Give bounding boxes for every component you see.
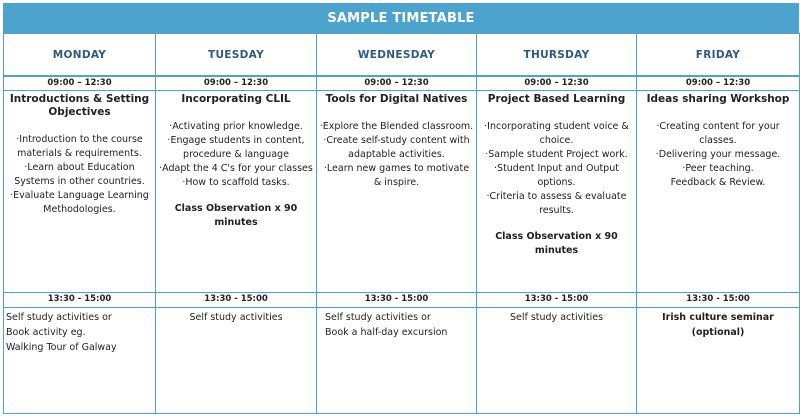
session-title: Ideas sharing Workshop — [646, 93, 790, 105]
pm-time-friday: 13:30 - 15:00 — [637, 293, 799, 308]
timetable-title: SAMPLE TIMETABLE — [3, 3, 799, 33]
pm-line: Book a half-day excursion — [325, 327, 448, 338]
day-header-monday: MONDAY — [4, 34, 156, 77]
session-item: ·Learn new games to motivate & inspire. — [323, 163, 470, 188]
session-item: ·Creating content for your classes. — [656, 121, 780, 146]
session-item: ·Engage students in content, procedure & language — [167, 135, 305, 160]
session-item: ·Explore the Blended classroom. — [319, 121, 474, 132]
pm-line: Walking Tour of Galway — [6, 342, 117, 353]
pm-session-wednesday — [317, 308, 477, 413]
pm-time-wednesday: 13:30 - 15:00 — [317, 293, 477, 308]
session-item: ·How to scaffold tasks. — [182, 177, 290, 188]
class-observation-note: Class Observation x 90 minutes — [495, 231, 618, 256]
timetable — [3, 3, 799, 413]
session-item: Feedback & Review. — [670, 177, 766, 188]
pm-time-thursday: 13:30 - 15:00 — [477, 293, 637, 308]
day-header-wednesday: WEDNESDAY — [317, 34, 477, 77]
am-session-wednesday — [317, 91, 477, 293]
am-session-tuesday — [156, 91, 317, 293]
session-title: Project Based Learning — [487, 93, 626, 105]
am-session-friday — [637, 91, 799, 293]
session-item: ·Create self-study content with adaptable activities. — [323, 135, 470, 160]
am-session-thursday — [477, 91, 637, 293]
session-item: ·Activating prior knowledge. — [169, 121, 303, 132]
pm-line: Book activity eg. — [6, 327, 86, 338]
session-item: ·Delivering your message. — [655, 149, 781, 160]
pm-line: Self study activities or — [6, 312, 112, 323]
pm-session-thursday — [477, 308, 637, 413]
pm-line: Irish culture seminar (optional) — [662, 312, 774, 338]
session-item: ·Adapt the 4 C's for your classes — [159, 163, 313, 174]
pm-session-tuesday — [156, 308, 317, 413]
day-header-thursday: THURSDAY — [477, 34, 637, 77]
session-item: ·Learn about Education Systems in other countries. — [14, 162, 145, 187]
pm-session-friday — [637, 308, 799, 413]
pm-session-monday — [4, 308, 156, 413]
session-title: Introductions & Setting Objectives — [9, 93, 150, 118]
pm-time-monday: 13:30 - 15:00 — [4, 293, 156, 308]
timetable-grid — [3, 33, 800, 414]
pm-time-tuesday: 13:30 - 15:00 — [156, 293, 317, 308]
pm-line: Self study activities — [189, 312, 283, 323]
session-item: ·Incorporating student voice & choice. — [484, 121, 629, 146]
am-time-friday: 09:00 – 12:30 — [637, 77, 799, 91]
session-item: ·Evaluate Language Learning Methodologies. — [10, 190, 149, 215]
day-header-tuesday: TUESDAY — [156, 34, 317, 77]
pm-line: Self study activities or — [325, 312, 431, 323]
pm-line: Self study activities — [509, 312, 604, 323]
session-item: ·Peer teaching. — [682, 163, 754, 174]
am-time-thursday: 09:00 – 12:30 — [477, 77, 637, 91]
class-observation-note: Class Observation x 90 minutes — [174, 203, 298, 228]
session-item: ·Criteria to assess & evaluate results. — [486, 191, 627, 216]
session-item: ·Student Input and Output options. — [494, 163, 619, 188]
day-header-friday: FRIDAY — [637, 34, 799, 77]
session-title: Tools for Digital Natives — [325, 93, 468, 105]
am-time-tuesday: 09:00 – 12:30 — [156, 77, 317, 91]
am-session-monday — [4, 91, 156, 293]
session-item: ·Introduction to the course materials & requirements. — [16, 134, 143, 159]
session-title: Incorporating CLIL — [181, 93, 291, 105]
am-time-wednesday: 09:00 – 12:30 — [317, 77, 477, 91]
session-item: ·Sample student Project work. — [485, 149, 628, 160]
am-time-monday: 09:00 – 12:30 — [4, 77, 156, 91]
